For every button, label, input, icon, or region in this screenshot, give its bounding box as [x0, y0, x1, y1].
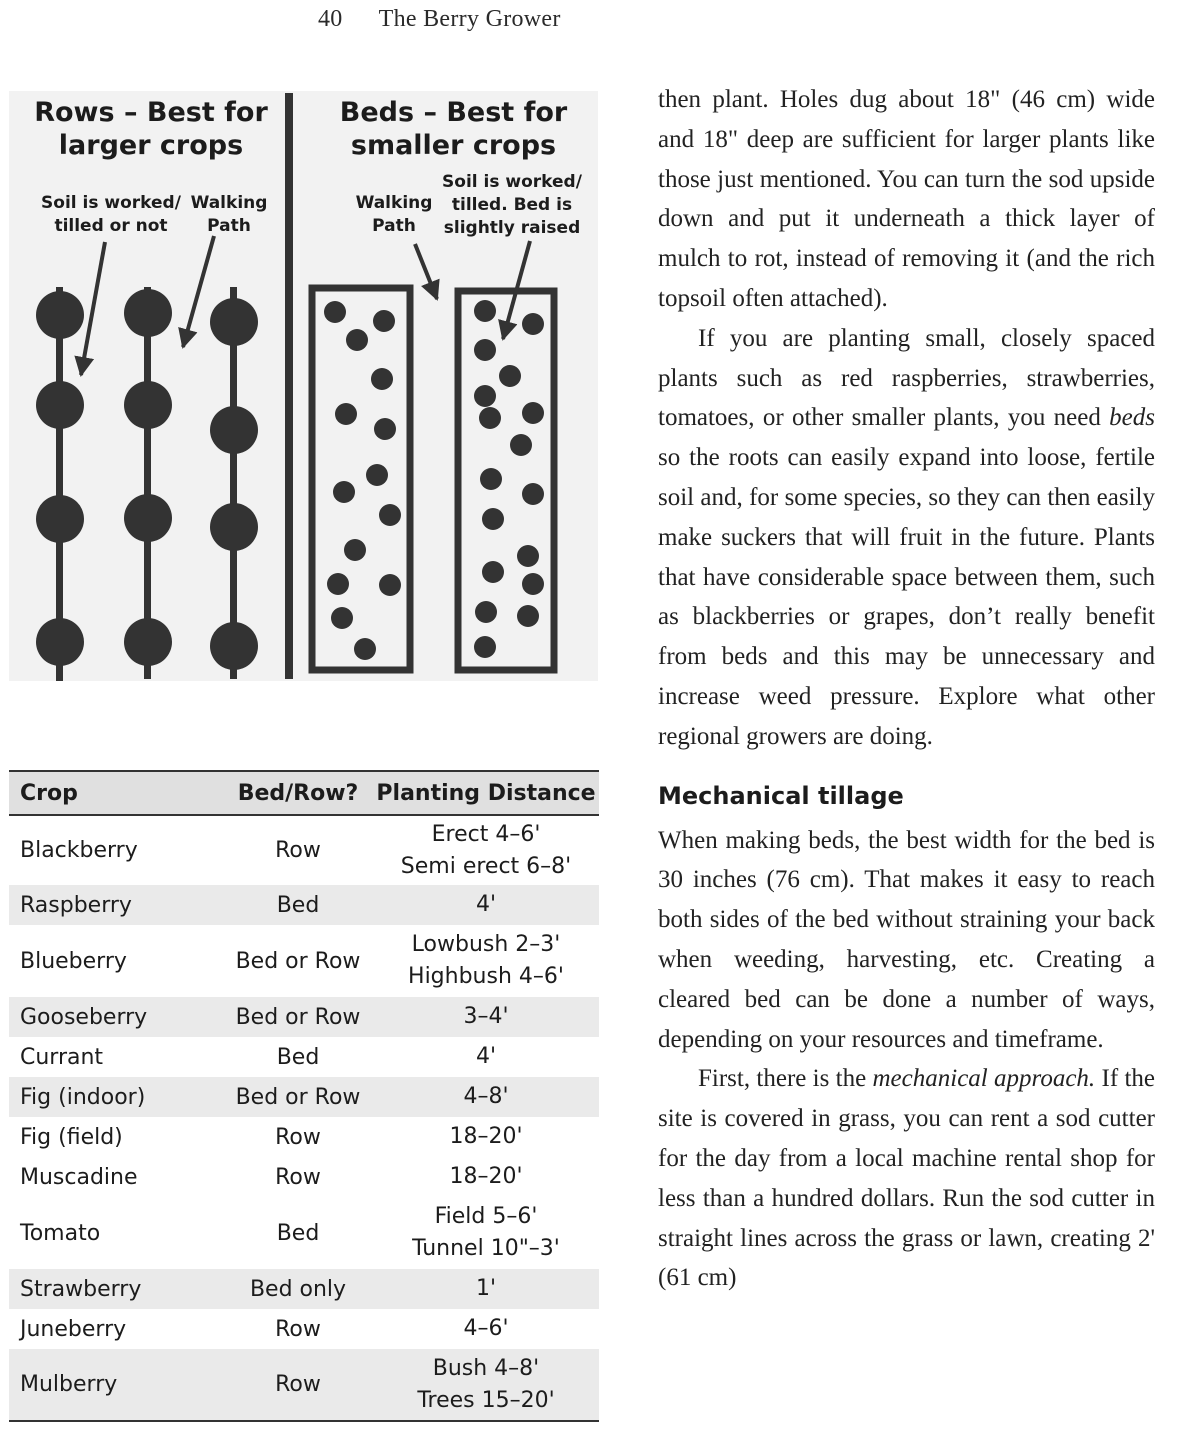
bed-plant — [522, 313, 544, 335]
bed-plant — [517, 545, 539, 567]
planting-distance: 18–20' — [373, 1117, 599, 1157]
table-row — [9, 1269, 599, 1309]
bed-plant — [374, 418, 396, 440]
table-header-row — [9, 771, 599, 815]
bed-or-row: Row — [223, 1309, 373, 1349]
distance-line: Lowbush 2–3' — [411, 932, 561, 957]
body-text-column — [658, 80, 1155, 1298]
bed-or-row: Row — [223, 815, 373, 885]
distance-line: Tunnel 10"–3' — [412, 1236, 560, 1261]
bed-plant — [379, 504, 401, 526]
distance-line: Bush 4–8' — [432, 1355, 540, 1381]
paragraph — [658, 319, 1155, 757]
bed-plant — [474, 300, 496, 322]
table-row — [9, 815, 599, 885]
text-run: First, there is the — [698, 1065, 873, 1093]
table-row — [9, 1157, 599, 1197]
bed-plant — [474, 385, 496, 407]
table-row — [9, 1117, 599, 1157]
distance-line: Field 5–6' — [434, 1204, 538, 1229]
rows-path-label: Walking Path — [190, 193, 268, 236]
distance-line: Trees 15–20' — [417, 1387, 555, 1413]
planting-distance — [373, 925, 599, 997]
bed-plant — [482, 508, 504, 530]
planting-distance: 1' — [373, 1269, 599, 1309]
row-plant — [36, 381, 84, 429]
bed-or-row: Bed — [223, 885, 373, 925]
beds-title-line-2: smaller crops — [350, 130, 557, 161]
table-row — [9, 1349, 599, 1421]
bed-plant — [373, 310, 395, 332]
header-crop: Crop — [9, 771, 223, 815]
row-plant — [210, 406, 258, 454]
text-run: If you are planting small, closely spaced plants such as red raspberries, strawberries, tomatoes, or other smaller plants, you need — [658, 324, 1155, 432]
bed-plant — [335, 403, 357, 425]
row-plant — [210, 503, 258, 551]
row-plant — [124, 618, 172, 666]
section-heading: Mechanical tillage — [658, 781, 904, 810]
rows-title-line-1: Rows – Best for — [34, 97, 268, 128]
crop-name: Tomato — [9, 1197, 223, 1269]
emphasis-text: mechanical approach. — [872, 1065, 1096, 1093]
row-plant — [36, 495, 84, 543]
table-row — [9, 885, 599, 925]
rows-soil-label: Soil is worked/ tilled or not — [41, 193, 181, 236]
bed-plant — [499, 365, 521, 387]
crop-name: Juneberry — [9, 1309, 223, 1349]
rows-vs-beds-figure — [9, 91, 598, 681]
bed-plant — [371, 368, 393, 390]
bed-outline-2 — [458, 291, 554, 670]
page-number: 40 — [318, 6, 343, 32]
row-plant — [124, 381, 172, 429]
header-planting-distance: Planting Distance — [373, 771, 599, 815]
bed-plant — [480, 468, 502, 490]
bed-plant — [510, 434, 532, 456]
figure-divider — [285, 93, 293, 679]
bed-plant — [324, 301, 346, 323]
arrow-soil-rows — [81, 242, 105, 375]
row-plant — [210, 298, 258, 346]
planting-distance — [373, 815, 599, 885]
beds-title — [309, 96, 598, 162]
crop-planting-table — [9, 770, 599, 1422]
distance-line: Erect 4–6' — [431, 821, 541, 847]
bed-or-row: Bed only — [223, 1269, 373, 1309]
crop-name: Fig (field) — [9, 1117, 223, 1157]
crop-name: Fig (indoor) — [9, 1077, 223, 1117]
planting-distance — [373, 1349, 599, 1421]
bed-plant — [522, 483, 544, 505]
bed-plant — [482, 561, 504, 583]
bed-or-row: Row — [223, 1157, 373, 1197]
crop-name: Muscadine — [9, 1157, 223, 1197]
text-run: so the roots can easily expand into loose, fertile soil and, for some species, so they can then easily make suckers that will fruit in the future. Plants that have considerable space between them, such as blackberries or grapes, don’t really benefit from beds and this may be unnecessary and increase weed pressure. Explore what other regional growers are doing. — [658, 444, 1155, 750]
bed-plant — [331, 607, 353, 629]
planting-distance: 4–8' — [373, 1077, 599, 1117]
paragraph: then plant. Holes dug about 18" (46 cm) wide and 18" deep are sufficient for larger plants like those just mentioned. You can turn the sod upside down and put it underneath a thick layer of mulch to rot, instead of removing it (and the rich topsoil often attached). — [658, 86, 1155, 312]
planting-distance: 18–20' — [373, 1157, 599, 1197]
crop-name: Blackberry — [9, 815, 223, 885]
paragraph — [658, 1059, 1155, 1298]
arrow-path-beds — [415, 244, 437, 299]
crop-name: Currant — [9, 1037, 223, 1077]
bed-plant — [346, 329, 368, 351]
row-plant — [124, 494, 172, 542]
beds-title-line-1: Beds – Best for — [339, 97, 568, 128]
bed-plant — [354, 638, 376, 660]
bed-or-row: Bed or Row — [223, 997, 373, 1037]
bed-plant — [327, 573, 349, 595]
bed-plant — [474, 636, 496, 658]
bed-plant — [479, 407, 501, 429]
bed-or-row: Bed or Row — [223, 925, 373, 997]
table-row — [9, 925, 599, 997]
beds-soil-label: Soil is worked/ tilled. Bed is slightly raised — [442, 172, 582, 238]
bed-or-row: Bed — [223, 1197, 373, 1269]
bed-plant — [379, 574, 401, 596]
row-plant — [36, 291, 84, 339]
rows-title — [9, 96, 293, 162]
crop-name: Mulberry — [9, 1349, 223, 1421]
emphasis-text: beds — [1109, 404, 1155, 432]
table-row — [9, 1309, 599, 1349]
crop-name: Gooseberry — [9, 997, 223, 1037]
crop-name: Strawberry — [9, 1269, 223, 1309]
bed-plant — [522, 573, 544, 595]
paragraph: When making beds, the best width for the bed is 30 inches (76 cm). That makes it easy to reach both sides of the bed without straining your back when weeding, harvesting, etc. Creating a cleared bed can be done a number of ways, depending on your resources and timeframe. — [658, 826, 1155, 1053]
table-row — [9, 1077, 599, 1117]
bed-or-row: Bed or Row — [223, 1077, 373, 1117]
table-row — [9, 1197, 599, 1269]
row-plant — [36, 618, 84, 666]
table-row — [9, 1037, 599, 1077]
book-title: The Berry Grower — [378, 6, 561, 32]
beds-path-label: Walking Path — [355, 193, 433, 236]
rows-title-line-2: larger crops — [58, 130, 244, 161]
planting-distance: 4' — [373, 885, 599, 925]
arrow-path-rows — [183, 236, 214, 347]
bed-plant — [366, 464, 388, 486]
running-header — [318, 6, 561, 33]
text-run: If the site is covered in grass, you can rent a sod cutter for the day from a local machine rental shop for less than a hundred dollars. Run the sod cutter in straight lines across the grass or lawn, creating 2' (61 cm) — [658, 1065, 1155, 1292]
distance-line: Semi erect 6–8' — [400, 853, 572, 879]
bed-plant — [333, 481, 355, 503]
header-bed-row: Bed/Row? — [223, 771, 373, 815]
bed-plant — [475, 601, 497, 623]
planting-distance: 4–6' — [373, 1309, 599, 1349]
crop-name: Blueberry — [9, 925, 223, 997]
distance-line: Highbush 4–6' — [408, 964, 564, 989]
row-plant — [210, 622, 258, 670]
planting-distance: 4' — [373, 1037, 599, 1077]
bed-plant — [474, 339, 496, 361]
crop-name: Raspberry — [9, 885, 223, 925]
bed-or-row: Row — [223, 1117, 373, 1157]
bed-plant — [517, 605, 539, 627]
bed-plant — [344, 539, 366, 561]
bed-plant — [522, 402, 544, 424]
bed-or-row: Row — [223, 1349, 373, 1421]
planting-distance: 3–4' — [373, 997, 599, 1037]
planting-distance — [373, 1197, 599, 1269]
bed-or-row: Bed — [223, 1037, 373, 1077]
row-plant — [124, 289, 172, 337]
table-row — [9, 997, 599, 1037]
